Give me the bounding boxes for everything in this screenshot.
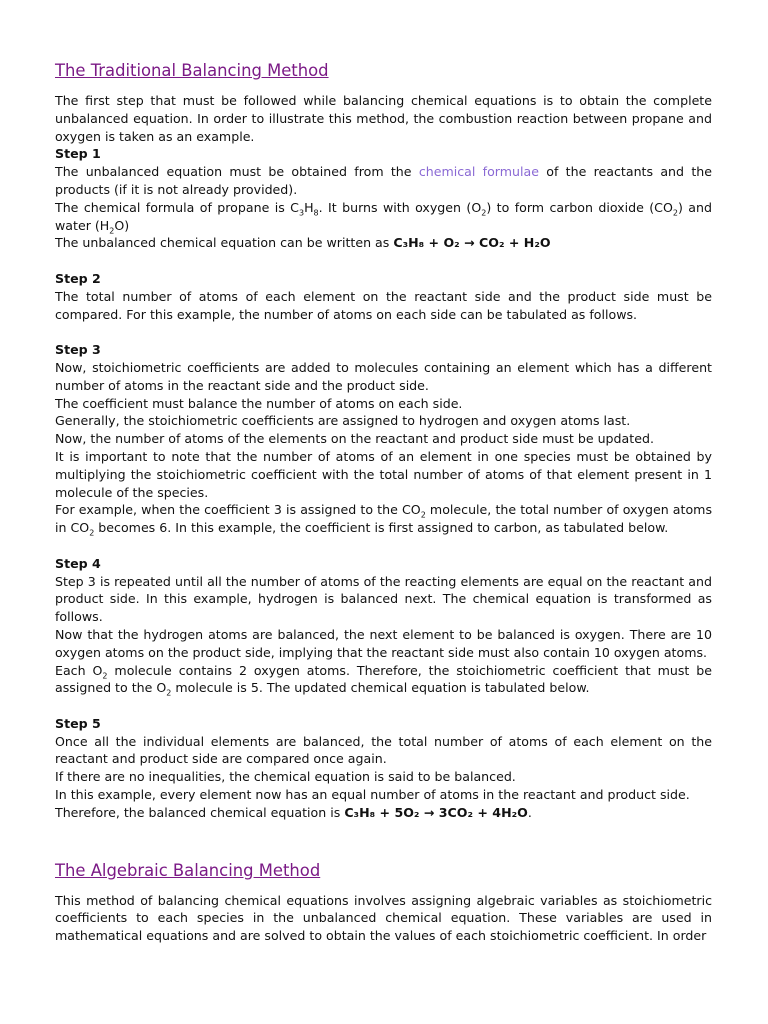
unbalanced-equation: C₃H₈ + O₂ → CO₂ + H₂O bbox=[393, 235, 551, 251]
step-3-heading: Step 3 bbox=[55, 342, 101, 358]
chemical-formulae-link[interactable]: chemical formulae bbox=[418, 164, 539, 180]
step-4-paragraph-3 bbox=[55, 662, 712, 698]
text-run: of the reactants and the products (if it is not already provided). bbox=[55, 164, 712, 197]
subscript: 2 bbox=[89, 528, 95, 538]
step-1-paragraph-2 bbox=[55, 199, 712, 235]
step-1-heading: Step 1 bbox=[55, 146, 101, 162]
algebraic-intro-paragraph: This method of balancing chemical equations involves assigning algebraic variables as stoichiometric coefficients to each species in the unbalanced chemical equation. These variables are used in mathematical equations and are solved to obtain the values of each stoichiometric coefficient. In order bbox=[55, 892, 712, 944]
intro-paragraph: The first step that must be followed while balancing chemical equations is to obtain the complete unbalanced equation. In order to illustrate this method, the combustion reaction between propane and oxygen is taken as an example. bbox=[55, 93, 712, 144]
step-3-paragraph-4: Now, the number of atoms of the elements on the reactant and product side must be updated. bbox=[55, 431, 654, 447]
step-4-paragraph-2: Now that the hydrogen atoms are balanced, the next element to be balanced is oxygen. There are 10 oxygen atoms on the product side, implying that the reactant side must also contain 10 oxygen atoms. bbox=[55, 626, 712, 660]
text-run: molecule is 5. The updated chemical equation is tabulated below. bbox=[171, 680, 590, 696]
step-3-paragraph-1: Now, stoichiometric coefficients are added to molecules containing an element which has a different number of atoms in the reactant side and the product side. bbox=[55, 359, 712, 393]
step-3-paragraph-3: Generally, the stoichiometric coefficients are assigned to hydrogen and oxygen atoms last. bbox=[55, 413, 631, 429]
step-5-paragraph-1: Once all the individual elements are balanced, the total number of atoms of each element on the reactant and product side are compared once again. bbox=[55, 733, 712, 767]
step-5-heading: Step 5 bbox=[55, 715, 101, 731]
step-5-paragraph-2: If there are no inequalities, the chemical equation is said to be balanced. bbox=[55, 769, 516, 785]
text-run: H bbox=[304, 199, 314, 215]
step-3-paragraph-5: It is important to note that the number of atoms of an element in one species must be obtained by multiplying the stoichiometric coefficient with the total number of atoms of that element present in 1 molecule of the species. bbox=[55, 448, 712, 500]
text-run: For example, when the coefficient 3 is assigned to the CO bbox=[55, 502, 421, 518]
text-run: . It burns with oxygen (O bbox=[318, 199, 482, 215]
section-title-algebraic: The Algebraic Balancing Method bbox=[55, 860, 321, 880]
step-1-paragraph-3 bbox=[55, 234, 712, 252]
document-page bbox=[55, 58, 712, 945]
subscript: 3 bbox=[298, 208, 305, 218]
text-run: . bbox=[527, 804, 532, 820]
text-run: The chemical formula of propane is C bbox=[55, 199, 299, 215]
step-3-paragraph-2: The coefficient must balance the number of atoms on each side. bbox=[55, 395, 463, 411]
spacer bbox=[55, 323, 712, 341]
step-4-paragraph-1: Step 3 is repeated until all the number of atoms of the reacting elements are equal on the reactant and product side. In this example, hydrogen is balanced next. The chemical equation is transformed as follows. bbox=[55, 573, 712, 625]
subscript: 2 bbox=[166, 688, 172, 698]
spacer bbox=[55, 822, 712, 858]
step-1-paragraph-1 bbox=[55, 163, 712, 199]
text-run: Each O bbox=[55, 662, 103, 678]
step-4-heading: Step 4 bbox=[55, 555, 101, 571]
step-5-paragraph-3: In this example, every element now has an equal number of atoms in the reactant and product side. bbox=[55, 787, 690, 803]
text-run: becomes 6. In this example, the coefficient is first assigned to carbon, as tabulated below. bbox=[94, 520, 669, 536]
text-run: The unbalanced equation must be obtained from the bbox=[55, 164, 419, 180]
step-3-paragraph-6 bbox=[55, 501, 712, 537]
subscript: 8 bbox=[313, 208, 319, 218]
text-run: O) bbox=[114, 217, 130, 233]
subscript: 2 bbox=[420, 510, 426, 520]
section-title-traditional: The Traditional Balancing Method bbox=[55, 61, 329, 80]
text-run: Therefore, the balanced chemical equation is bbox=[55, 804, 345, 820]
step-5-paragraph-4 bbox=[55, 804, 712, 822]
subscript: 2 bbox=[672, 208, 678, 218]
spacer bbox=[55, 697, 712, 715]
subscript: 2 bbox=[481, 208, 487, 218]
text-run: molecule contains 2 oxygen atoms. Therefore, the stoichiometric coefficient that must be assigned to the O bbox=[55, 662, 712, 696]
subscript: 2 bbox=[109, 226, 115, 236]
step-2-heading: Step 2 bbox=[55, 270, 101, 286]
text-run: The unbalanced chemical equation can be written as bbox=[55, 235, 394, 251]
text-run: ) and water (H bbox=[55, 199, 712, 233]
spacer bbox=[55, 252, 712, 270]
text-run: ) to form carbon dioxide (CO bbox=[486, 199, 673, 215]
subscript: 2 bbox=[102, 671, 108, 681]
spacer bbox=[55, 537, 712, 555]
text-run: molecule, the total number of oxygen atoms in CO bbox=[55, 502, 713, 536]
step-2-paragraph-1: The total number of atoms of each element on the reactant side and the product side must be compared. For this example, the number of atoms on each side can be tabulated as follows. bbox=[55, 288, 712, 322]
balanced-equation: C₃H₈ + 5O₂ → 3CO₂ + 4H₂O bbox=[344, 804, 528, 820]
